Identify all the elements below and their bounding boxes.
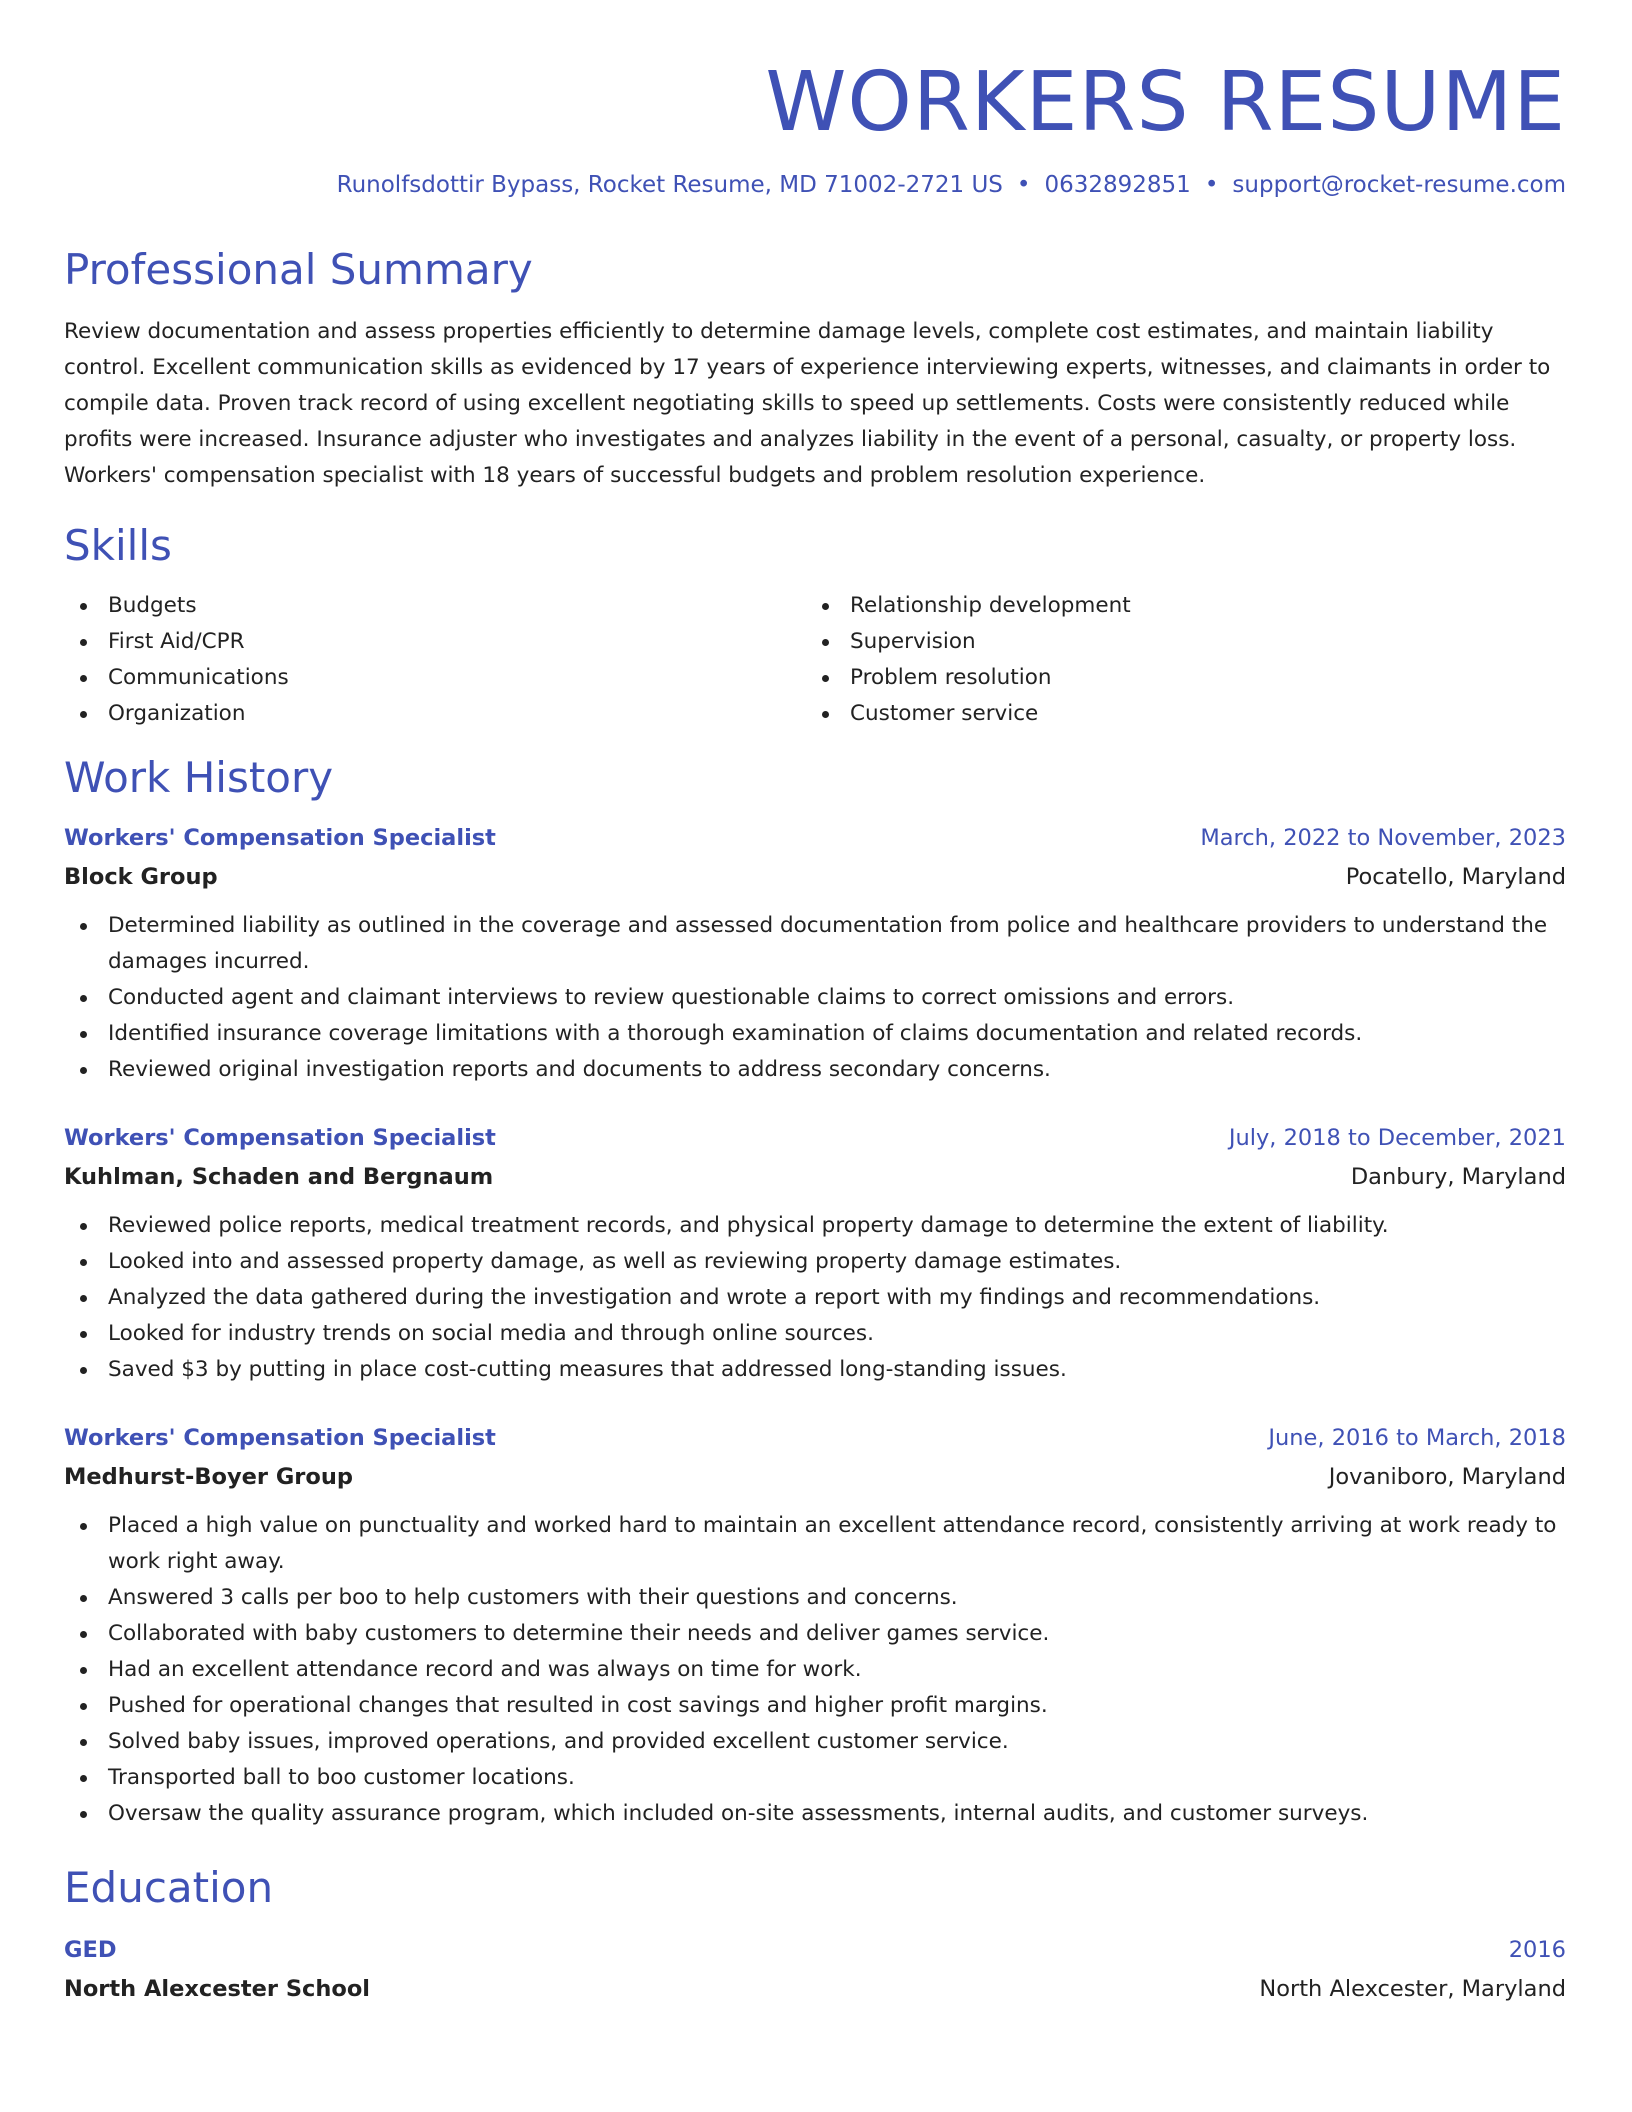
job-header <box>64 1118 1566 1158</box>
skill-item: Communications <box>64 660 806 696</box>
contact-separator: • <box>1204 172 1219 198</box>
job-bullet: Solved baby issues, improved operations, and provided excellent customer service. <box>64 1724 1566 1760</box>
job-location: Pocatello, Maryland <box>1345 864 1566 890</box>
job-role: Workers' Compensation Specialist <box>64 825 496 851</box>
summary-heading: Professional Summary <box>64 245 533 294</box>
job-company: Kuhlman, Schaden and Bergnaum <box>64 1164 494 1190</box>
job-bullet: Analyzed the data gathered during the investigation and wrote a report with my findings and recommendations. <box>64 1280 1566 1316</box>
skills-column-right <box>806 588 1548 732</box>
education-school: North Alexcester School <box>64 1976 371 2002</box>
job-entry <box>64 1118 1566 1388</box>
education-entry <box>64 1930 1566 2008</box>
job-bullet: Saved $3 by putting in place cost-cutting measures that addressed long-standing issues. <box>64 1352 1566 1388</box>
summary-text: Review documentation and assess properties efficiently to determine damage levels, complete cost estimates, and maintain liability control. Excellent communication skills as evidenced by 17 years of experience interviewing experts, witnesses, and claimants in order to compile data. Proven track record of using excellent negotiating skills to speed up settlements. Costs were consistently reduced while profits were increased. Insurance adjuster who investigates and analyzes liability in the event of a personal, casualty, or property loss. Workers' compensation specialist with 18 years of successful budgets and problem resolution experience. <box>64 319 1551 488</box>
job-bullets <box>64 1208 1566 1388</box>
job-bullet: Looked for industry trends on social media and through online sources. <box>64 1316 1566 1352</box>
education-year: 2016 <box>1508 1937 1566 1963</box>
skill-item: Problem resolution <box>806 660 1548 696</box>
skill-item: First Aid/CPR <box>64 624 806 660</box>
job-bullet: Answered 3 calls per boo to help customers with their questions and concerns. <box>64 1580 1566 1616</box>
education-heading: Education <box>64 1863 274 1912</box>
job-role: Workers' Compensation Specialist <box>64 1125 496 1151</box>
skill-item: Organization <box>64 696 806 732</box>
job-subheader <box>64 1458 1566 1496</box>
job-dates: March, 2022 to November, 2023 <box>1200 825 1566 851</box>
education-degree: GED <box>64 1937 117 1963</box>
job-bullet: Oversaw the quality assurance program, which included on-site assessments, internal audits, and customer surveys. <box>64 1796 1566 1832</box>
job-bullet: Reviewed original investigation reports and documents to address secondary concerns. <box>64 1052 1566 1088</box>
education-subheader <box>64 1970 1566 2008</box>
job-bullet: Placed a high value on punctuality and worked hard to maintain an excellent attendance record, consistently arriving at work ready to work right away. <box>64 1508 1566 1580</box>
job-location: Danbury, Maryland <box>1350 1164 1566 1190</box>
contact-line <box>64 168 1566 202</box>
work-history-heading: Work History <box>64 753 334 802</box>
contact-phone: 0632892851 <box>1044 172 1191 198</box>
job-header <box>64 1418 1566 1458</box>
job-bullets <box>64 908 1566 1088</box>
contact-separator: • <box>1016 172 1031 198</box>
resume-page <box>64 0 1566 2008</box>
skill-item: Relationship development <box>806 588 1548 624</box>
education-location: North Alexcester, Maryland <box>1259 1976 1566 2002</box>
skill-item: Customer service <box>806 696 1548 732</box>
job-company: Medhurst-Boyer Group <box>64 1464 353 1490</box>
skills-heading: Skills <box>64 521 172 570</box>
job-header <box>64 818 1566 858</box>
job-bullet: Had an excellent attendance record and was always on time for work. <box>64 1652 1566 1688</box>
skills-list <box>64 588 1566 732</box>
job-role: Workers' Compensation Specialist <box>64 1425 496 1451</box>
job-bullet: Pushed for operational changes that resulted in cost savings and higher profit margins. <box>64 1688 1566 1724</box>
job-subheader <box>64 1158 1566 1196</box>
job-bullet: Conducted agent and claimant interviews to review questionable claims to correct omissions and errors. <box>64 980 1566 1016</box>
job-location: Jovaniboro, Maryland <box>1328 1464 1566 1490</box>
contact-email: support@rocket-resume.com <box>1232 172 1566 198</box>
job-bullet: Reviewed police reports, medical treatment records, and physical property damage to determine the extent of liability. <box>64 1208 1566 1244</box>
skills-column-left <box>64 588 806 732</box>
job-bullet: Looked into and assessed property damage, as well as reviewing property damage estimates. <box>64 1244 1566 1280</box>
job-subheader <box>64 858 1566 896</box>
education-header <box>64 1930 1566 1970</box>
job-dates: July, 2018 to December, 2021 <box>1228 1125 1566 1151</box>
job-bullets <box>64 1508 1566 1832</box>
job-bullet: Identified insurance coverage limitations with a thorough examination of claims documentation and related records. <box>64 1016 1566 1052</box>
job-dates: June, 2016 to March, 2018 <box>1268 1425 1566 1451</box>
job-bullet: Determined liability as outlined in the coverage and assessed documentation from police and healthcare providers to understand the damages incurred. <box>64 908 1566 980</box>
skill-item: Supervision <box>806 624 1548 660</box>
job-bullet: Transported ball to boo customer locations. <box>64 1760 1566 1796</box>
resume-title: WORKERS RESUME <box>765 55 1566 150</box>
skill-item: Budgets <box>64 588 806 624</box>
job-entry <box>64 1418 1566 1832</box>
contact-address: Runolfsdottir Bypass, Rocket Resume, MD 71002-2721 US <box>336 172 1003 198</box>
job-bullet: Collaborated with baby customers to determine their needs and deliver games service. <box>64 1616 1566 1652</box>
job-company: Block Group <box>64 864 218 890</box>
job-entry <box>64 818 1566 1088</box>
